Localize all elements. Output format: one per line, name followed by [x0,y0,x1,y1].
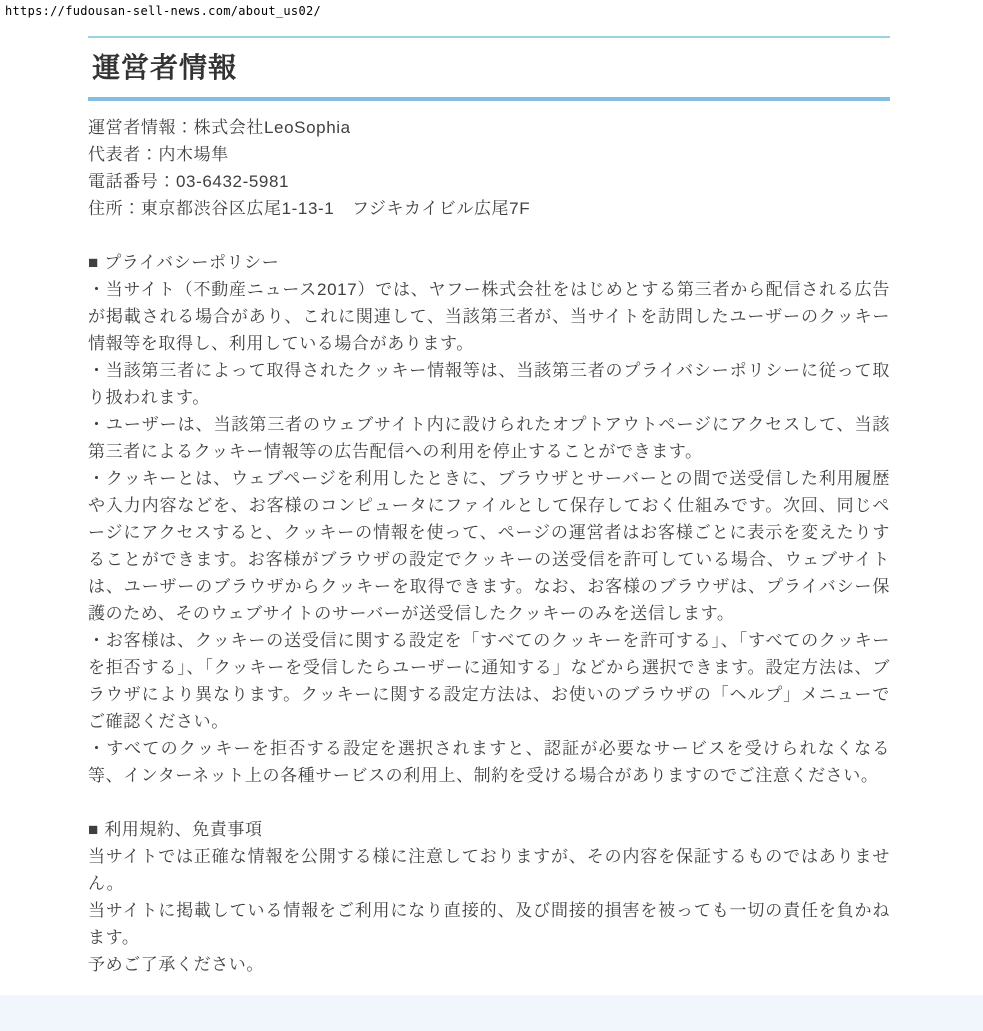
operator-info-company: 運営者情報：株式会社LeoSophia [88,118,351,137]
privacy-policy-heading: ■ プライバシーポリシー [88,253,280,272]
terms-section [88,816,890,978]
privacy-policy-section [88,249,890,789]
operator-info-address: 住所：東京都渋谷区広尾1-13-1 フジキカイビル広尾7F [88,199,531,218]
terms-heading: ■ 利用規約、免責事項 [88,820,263,839]
terms-line: 予めご了承ください。 [88,955,264,974]
footer-bar [0,995,983,1031]
privacy-policy-item: ・ユーザーは、当該第三者のウェブサイト内に設けられたオプトアウトページにアクセスして、当該第三者によるクッキー情報等の広告配信への利用を停止することができます。 [88,415,890,461]
page-body [88,114,890,978]
spacer [88,789,890,816]
privacy-policy-item: ・すべてのクッキーを拒否する設定を選択されますと、認証が必要なサービスを受けられなくなる等、インターネット上の各種サービスの利用上、制約を受ける場合がありますのでご注意ください。 [88,739,890,785]
spacer [88,222,890,249]
terms-line: 当サイトでは正確な情報を公開する様に注意しておりますが、その内容を保証するものではありません。 [88,847,890,893]
page-url: https://fudousan-sell-news.com/about_us02/ [5,4,322,18]
main-content [88,36,890,978]
title-underline-rule [88,97,890,101]
terms-line: 当サイトに掲載している情報をご利用になり直接的、及び間接的損害を被っても一切の責任を負かねます。 [88,901,890,947]
privacy-policy-item: ・お客様は、クッキーの送受信に関する設定を「すべてのクッキーを許可する」、「すべてのクッキーを拒否する」、「クッキーを受信したらユーザーに通知する」などから選択できます。設定方法は、ブラウザにより異なります。クッキーに関する設定方法は、お使いのブラウザの「ヘルプ」メニューでご確認ください。 [88,631,890,731]
privacy-policy-item: ・クッキーとは、ウェブページを利用したときに、ブラウザとサーバーとの間で送受信した利用履歴や入力内容などを、お客様のコンピュータにファイルとして保存しておく仕組みです。次回、同じページにアクセスすると、クッキーの情報を使って、ページの運営者はお客様ごとに表示を変えたりすることができます。お客様がブラウザの設定でクッキーの送受信を許可している場合、ウェブサイトは、ユーザーのブラウザからクッキーを取得できます。なお、お客様のブラウザは、プライバシー保護のため、そのウェブサイトのサーバーが送受信したクッキーのみを送信します。 [88,469,890,623]
operator-info-representative: 代表者：内木場隼 [88,145,229,164]
page-header [88,36,890,101]
operator-info-phone: 電話番号：03-6432-5981 [88,172,290,191]
privacy-policy-item: ・当該第三者によって取得されたクッキー情報等は、当該第三者のプライバシーポリシーに従って取り扱われます。 [88,361,890,407]
operator-info-section [88,114,890,222]
page-title: 運営者情報 [92,52,238,83]
privacy-policy-item: ・当サイト（不動産ニュース2017）では、ヤフー株式会社をはじめとする第三者から配信される広告が掲載される場合があり、これに関連して、当該第三者が、当サイトを訪問したユーザーのクッキー情報等を取得し、利用している場合があります。 [88,280,890,353]
